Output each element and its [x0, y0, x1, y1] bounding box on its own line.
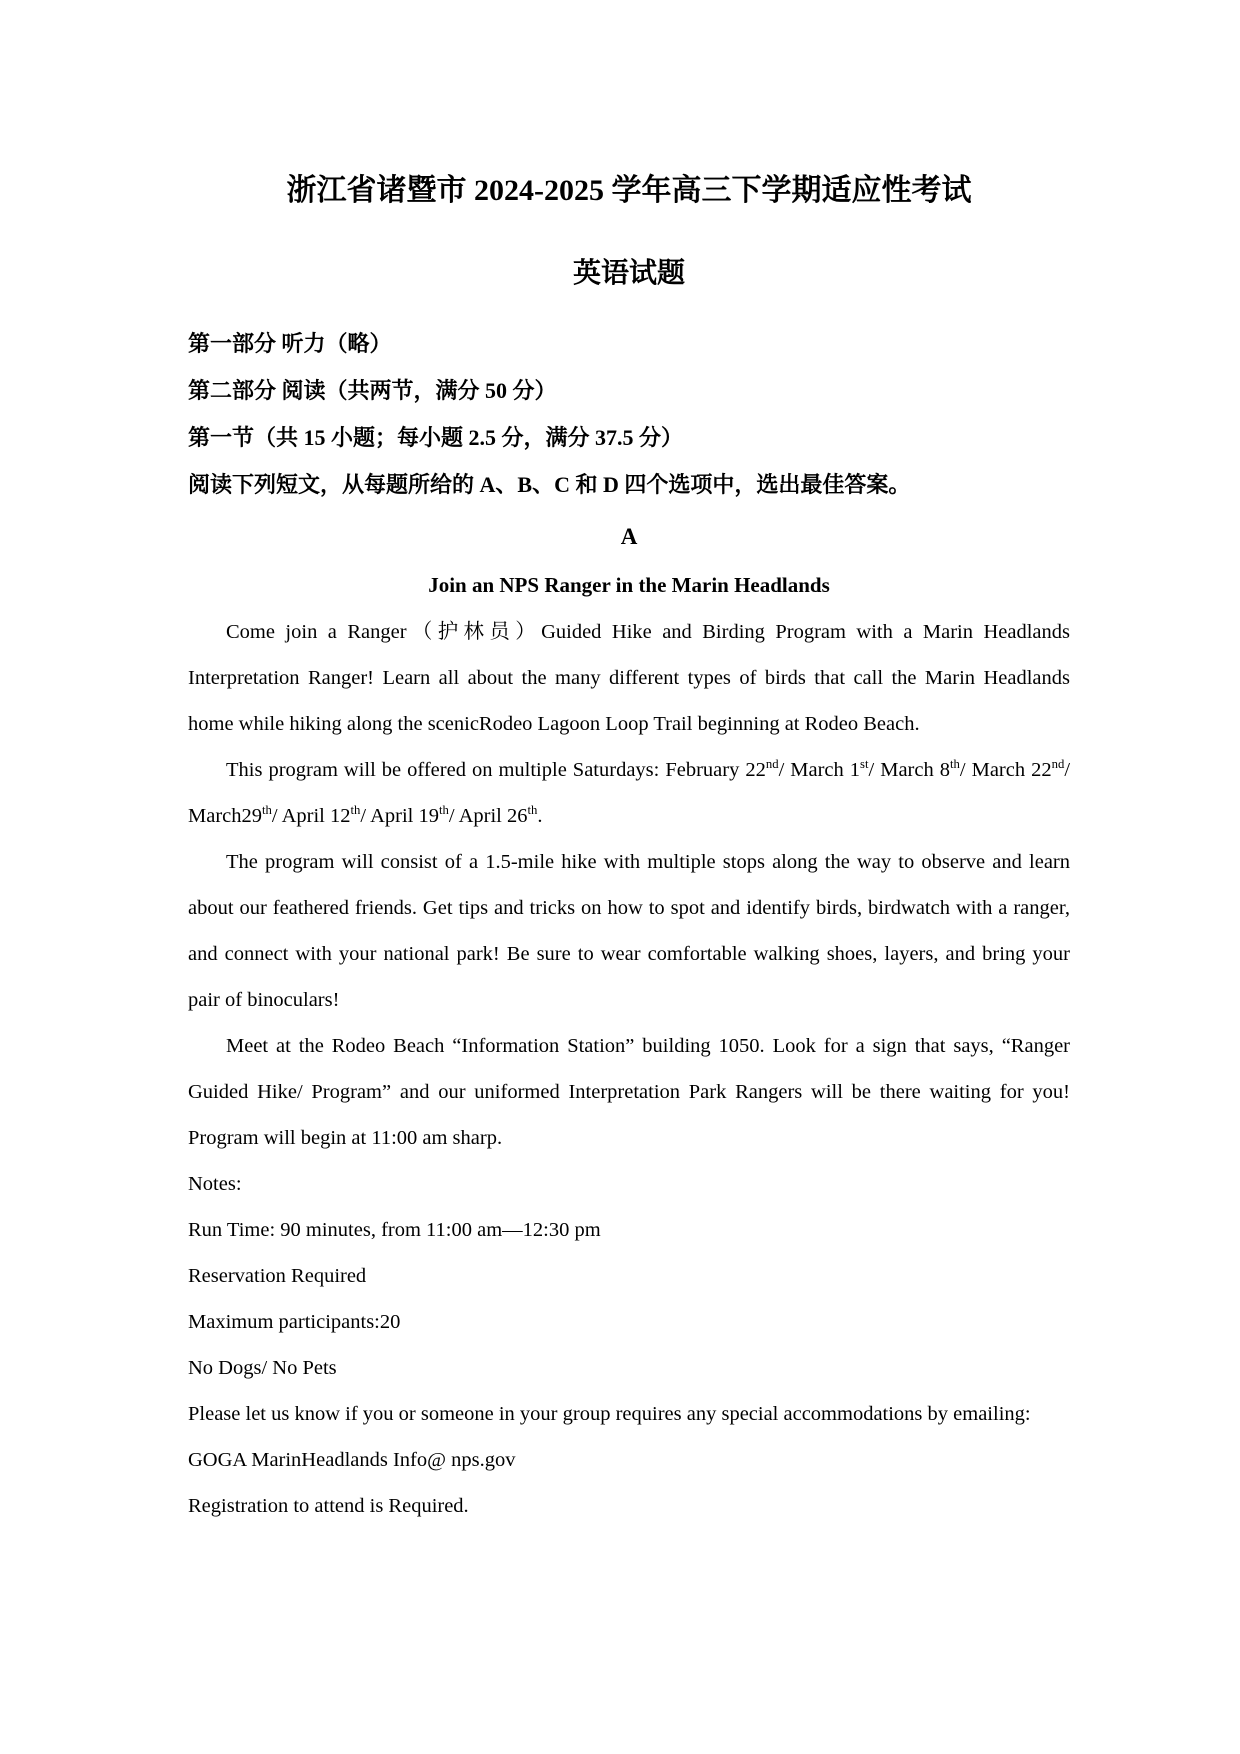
- ordinal-superscript: th: [527, 803, 538, 818]
- ordinal-superscript: th: [262, 803, 272, 818]
- paragraph-text: / April 26: [448, 805, 528, 827]
- ordinal-superscript: th: [438, 803, 449, 818]
- exam-title: 浙江省诸暨市 2024-2025 学年高三下学期适应性考试: [286, 174, 972, 207]
- exam-subtitle: 英语试题: [572, 258, 685, 289]
- paragraph-text: This program will be offered on multiple Saturdays: February 22: [226, 759, 766, 781]
- paragraph-text: Meet at the Rodeo Beach “Information Station” building 1050. Look for a sign that says, “Ranger Guided Hike/ Program” and our uniformed Interpretation Park Rangers will be there waiting for you! Program will begin at 11:00 am sharp.: [188, 1035, 1070, 1149]
- paragraph-text: / April 19: [360, 805, 439, 827]
- passage-paragraph: [188, 839, 1070, 1023]
- passage-body: [188, 609, 1070, 1529]
- passage-paragraph: [188, 1299, 1070, 1345]
- ordinal-superscript: nd: [1051, 757, 1065, 772]
- paragraph-text: No Dogs/ No Pets: [188, 1357, 337, 1379]
- paragraph-text: / April 12: [271, 805, 351, 827]
- passage-paragraph: [188, 747, 1070, 839]
- passage-paragraph: [188, 1345, 1070, 1391]
- paragraph-text: .: [537, 805, 543, 827]
- paragraph-text: Reservation Required: [188, 1265, 367, 1287]
- passage-heading: Join an NPS Ranger in the Marin Headlands: [428, 573, 830, 597]
- paragraph-text: Maximum participants:20: [188, 1311, 401, 1333]
- section-header-part1: 第一部分 听力（略）: [188, 331, 392, 356]
- paragraph-text: / March 8: [868, 759, 950, 781]
- paragraph-text: Please let us know if you or someone in your group requires any special accommodations by emailing:: [188, 1403, 1031, 1425]
- ordinal-superscript: th: [350, 803, 361, 818]
- passage-paragraph: [188, 1207, 1070, 1253]
- paragraph-text: Come join a Ranger（护林员）Guided Hike and Birding Program with a Marin Headlands Interpretation Ranger! Learn all about the many different types of birds that call the Marin Headlands home while hiking along the scenicRodeo Lagoon Loop Trail beginning at Rodeo Beach.: [188, 621, 1070, 735]
- passage-label: A: [620, 524, 638, 549]
- section-header-part2: 第二部分 阅读（共两节，满分 50 分）: [188, 378, 557, 403]
- paragraph-text: The program will consist of a 1.5-mile hike with multiple stops along the way to observe and learn about our feathered friends. Get tips and tricks on how to spot and identify birds, birdwatch with a ranger, and connect with your national park! Be sure to wear comfortable walking shoes, layers, and bring your pair of binoculars!: [188, 851, 1070, 1011]
- passage-paragraph: [188, 1023, 1070, 1161]
- ordinal-superscript: st: [860, 757, 869, 772]
- paragraph-text: Notes:: [188, 1173, 242, 1195]
- passage-paragraph: [188, 1483, 1070, 1529]
- paragraph-text: / March 1: [778, 759, 861, 781]
- passage-paragraph: [188, 1437, 1070, 1483]
- section-header-instructions: 阅读下列短文，从每题所给的 A、B、C 和 D 四个选项中，选出最佳答案。: [188, 472, 911, 497]
- paragraph-text: / March29: [188, 759, 1071, 827]
- passage-paragraph: [188, 1253, 1070, 1299]
- paragraph-text: Registration to attend is Required.: [188, 1495, 469, 1517]
- passage-paragraph: [188, 1161, 1070, 1207]
- paragraph-text: Run Time: 90 minutes, from 11:00 am—12:30 pm: [188, 1219, 601, 1241]
- paragraph-text: GOGA MarinHeadlands Info@ nps.gov: [188, 1449, 516, 1471]
- passage-paragraph: [188, 609, 1070, 747]
- section-header-node1: 第一节（共 15 小题；每小题 2.5 分，满分 37.5 分）: [188, 425, 684, 450]
- passage-paragraph: [188, 1391, 1070, 1437]
- ordinal-superscript: th: [950, 757, 960, 772]
- paragraph-text: / March 22: [959, 759, 1052, 781]
- ordinal-superscript: nd: [765, 757, 779, 772]
- section-headers: [188, 320, 1070, 508]
